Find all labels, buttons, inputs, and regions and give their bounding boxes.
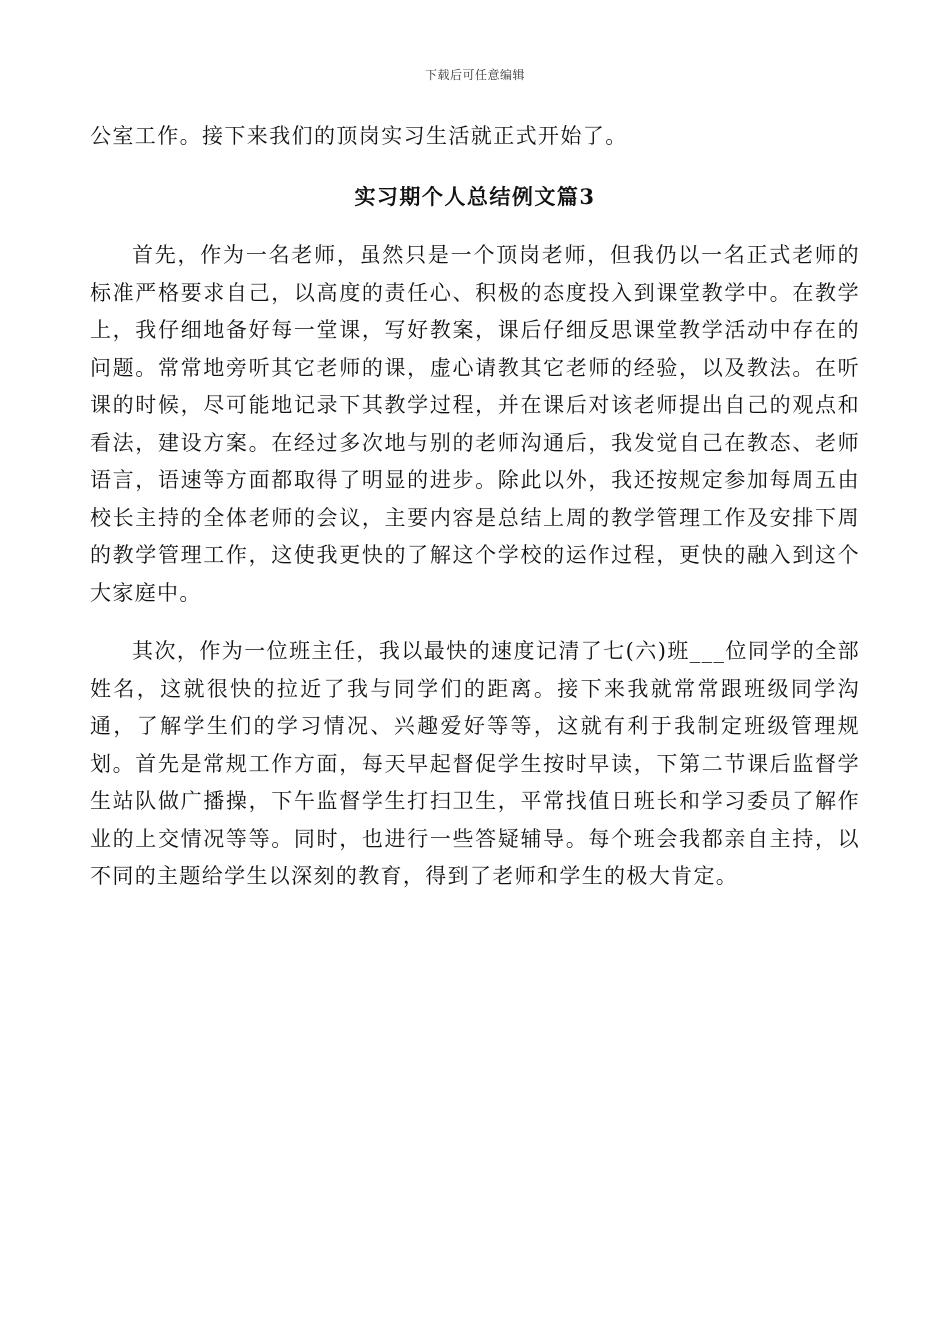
page-header: 下载后可任意编辑 bbox=[424, 68, 525, 82]
document-body bbox=[90, 118, 860, 896]
paragraph-first: 首先，作为一名老师，虽然只是一个顶岗老师，但我仍以一名正式老师的标准严格要求自己，以高度的责任心、积极的态度投入到课堂教学中。在教学上，我仔细地备好每一堂课，写好教案，课后仔细反思课堂教学活动中存在的问题。常常地旁听其它老师的课，虚心请教其它老师的经验，以及教法。在听课的时候，尽可能地记录下其教学过程，并在课后对该老师提出自己的观点和看法，建设方案。在经过多次地与别的老师沟通后，我发觉自己在教态、老师语言，语速等方面都取得了明显的进步。除此以外，我还按规定参加每周五由校长主持的全体老师的会议，主要内容是总结上周的教学管理工作及安排下周的教学管理工作，这使我更快的了解这个学校的运作过程，更快的融入到这个大家庭中。 bbox=[90, 243, 860, 605]
continuation-line: 公室工作。接下来我们的顶岗实习生活就正式开始了。 bbox=[90, 124, 628, 148]
paragraph-second: 其次，作为一位班主任，我以最快的速度记清了七(六)班___位同学的全部姓名，这就很快的拉近了我与同学们的距离。接下来我就常常跟班级同学沟通，了解学生们的学习情况、兴趣爱好等等，这就有利于我制定班级管理规划。首先是常规工作方面，每天早起督促学生按时早读，下第二节课后监督学生站队做广播操，下午监督学生打扫卫生，平常找值日班长和学习委员了解作业的上交情况等等。同时，也进行一些答疑辅导。每个班会我都亲自主持，以不同的主题给学生以深刻的教育，得到了老师和学生的极大肯定。 bbox=[90, 639, 860, 888]
section-title: 实习期个人总结例文篇3 bbox=[354, 184, 596, 209]
